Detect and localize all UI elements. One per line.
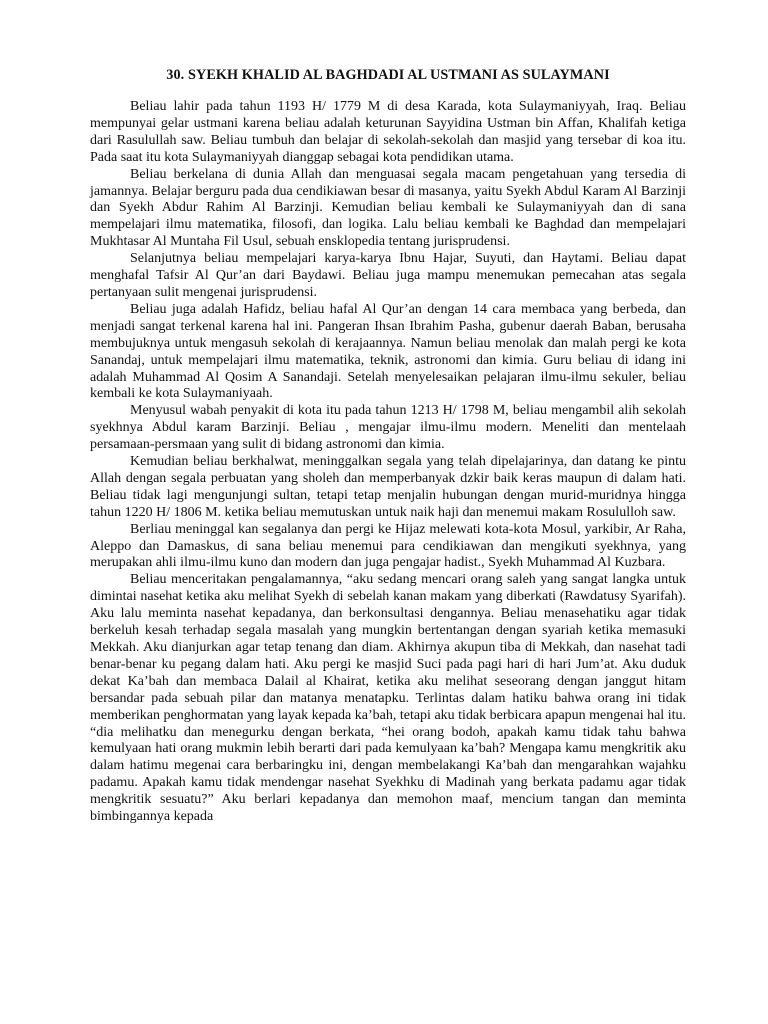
- paragraph: Berliau meninggal kan segalanya dan pergi ke Hijaz melewati kota-kota Mosul, yarkibir, Ar Raha, Aleppo dan Damaskus, di sana beliau menemui para cendikiawan dan mengikuti syekhnya, yang merupakan ahli ilmu-ilmu kuno dan modern dan juga pengajar hadist., Syekh Muhammad Al Kuzbara.: [90, 521, 686, 571]
- paragraph: Selanjutnya beliau mempelajari karya-karya Ibnu Hajar, Suyuti, dan Haytami. Beliau dapat menghafal Tafsir Al Qur’an dari Baydawi. Beliau juga mampu menemukan pemecahan atas segala pertanyaan sulit mengenai jurisprudensi.: [90, 251, 686, 300]
- paragraph: Beliau juga adalah Hafidz, beliau hafal Al Qur’an dengan 14 cara membaca yang berbeda, dan menjadi sangat terkenal karena hal ini. Pangeran Ihsan Ibrahim Pasha, gubenur daerah Baban, berusaha membujuknya untuk mengasuh sekolah di kerajaannya. Namun beliau menolak dan malah pergi ke kota Sanandaj, untuk mempelajari ilmu matematika, teknik, astronomi dan kimia. Guru beliau di idang ini adalah Muhammad Al Qosim A Sanandaji. Setelah menyelesaikan pelajaran ilmu-ilmu sekuler, beliau kembali ke kota Sulaymaniyaah.: [90, 301, 686, 402]
- page-title: 30. SYEKH KHALID AL BAGHDADI AL USTMANI AS SULAYMANI: [166, 67, 610, 83]
- document-body: [90, 99, 686, 826]
- paragraph: Beliau menceritakan pengalamannya, “aku sedang mencari orang saleh yang sangat langka untuk dimintai nasehat ketika aku melihat Syekh di sebelah kanan makam yang diberkati (Rawdatusy Syarifah). Aku lalu meminta nasehat kepadanya, dan berkonsultasi dengannya. Beliau menasehatiku agar tidak berkeluh kesah terhadap segala masalah yang mungkin bertentangan dengan syariah ketika memasuki Mekkah. Aku dianjurkan agar tetap tenang dan diam. Akhirnya akupun tiba di Mekkah, dan nasehat tadi benar-benar ku pegang dalam hati. Aku pergi ke masjid Suci pada pagi hari di hari Jum’at. Aku duduk dekat Ka’bah dan membaca Dalail al Khairat, ketika aku melihat seseorang dengan janggut hitam bersandar pada sebuah pilar dan matanya menatapku. Terlintas dalam hatiku bahwa orang ini tidak memberikan penghormatan yang layak kepada ka’bah, tetapi aku tidak berbicara apapun mengenai hal itu. “dia melihatku dan menegurku dengan berkata, “hei orang bodoh, apakah kamu tidak tahu bahwa kemulyaan hati orang mukmin lebih berarti dari pada kemulyaan ka’bah? Mengapa kamu mengkritik aku dalam hatimu megenai cara berbaringku ini, dengan membelakangi Ka’bah dan mengarahkan wajahku padamu. Apakah kamu tidak mendengar nasehat Syekhku di Madinah yang berkata padamu agar tidak mengkritik sesuatu?” Aku berlari kepadanya dan memohon maaf, mencium tangan dan meminta bimbingannya kepada: [90, 572, 686, 825]
- paragraph: Beliau berkelana di dunia Allah dan menguasai segala macam pengetahuan yang tersedia di jamannya. Belajar berguru pada dua cendikiawan besar di masanya, yaitu Syekh Abdul Karam Al Barzinji dan Syekh Abdur Rahim Al Barzinji. Kemudian beliau kembali ke Sulaymaniyyah dan di sana mempelajari ilmu matematika, filosofi, dan logika. Lalu beliau kembali ke Baghdad dan mempelajari Mukhtasar Al Muntaha Fil Usul, sebuah ensklopedia tentang jurisprudensi.: [90, 166, 686, 250]
- paragraph: Kemudian beliau berkhalwat, meninggalkan segala yang telah dipelajarinya, dan datang ke pintu Allah dengan segala perbuatan yang sholeh dan memperbanyak dzkir baik keras maupun di dalam hati. Beliau tidak lagi mengunjungi sultan, tetapi tetap menjalin hubungan dengan murid-muridnya hingga tahun 1220 H/ 1806 M. ketika beliau memutuskan untuk naik haji dan menemui makam Rosululloh saw.: [90, 454, 686, 520]
- paragraph: Beliau lahir pada tahun 1193 H/ 1779 M di desa Karada, kota Sulaymaniyyah, Iraq. Beliau mempunyai gelar ustmani karena beliau adalah keturunan Sayyidina Ustman bin Affan, Khalifah ketiga dari Rasulullah saw. Beliau tumbuh dan belajar di sekolah-sekolah dan masjid yang tersebar di koa itu. Pada saat itu kota Sulaymaniyyah dianggap sebagai kota pendidikan utama.: [90, 99, 686, 165]
- paragraph: Menyusul wabah penyakit di kota itu pada tahun 1213 H/ 1798 M, beliau mengambil alih sekolah syekhnya Abdul karam Barzinji. Beliau , mengajar ilmu-ilmu modern. Meneliti dan mentelaah persamaan-persmaan yang sulit di bidang astronomi dan kimia.: [90, 403, 686, 453]
